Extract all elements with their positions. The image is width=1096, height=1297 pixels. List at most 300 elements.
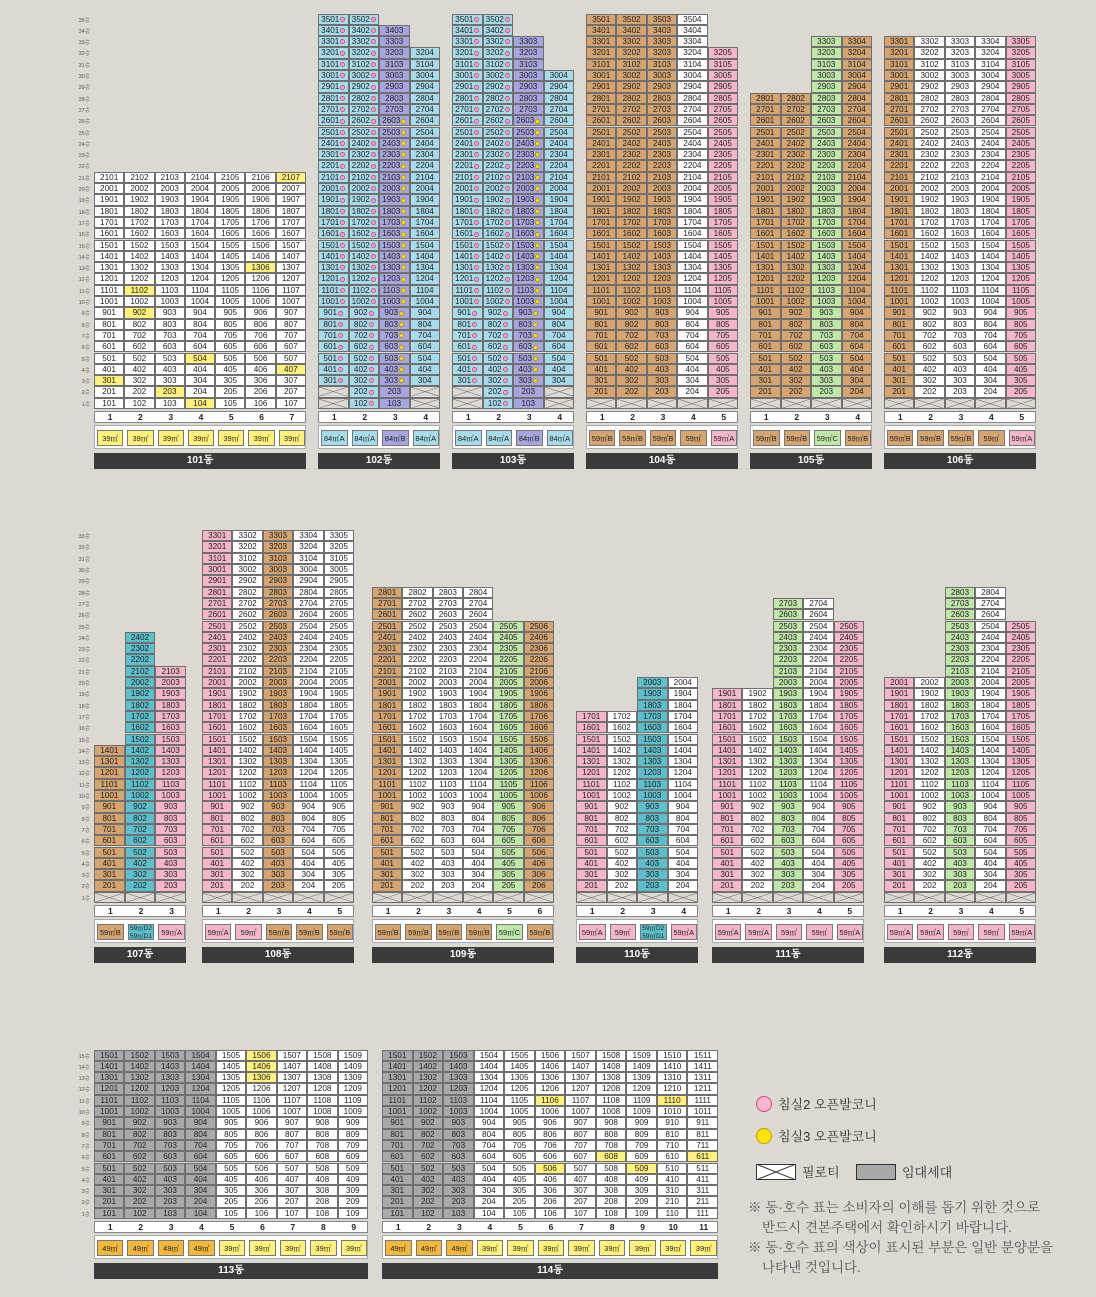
unit-cell[interactable]: 909 [626,1117,657,1128]
unit-cell[interactable]: 1702 [349,217,380,228]
unit-cell[interactable]: 804 [842,319,873,330]
unit-cell[interactable]: 3301 [202,530,232,541]
unit-cell[interactable]: 2202 [616,160,646,171]
unit-cell[interactable]: 401 [712,858,742,869]
unit-cell[interactable]: 2001 [586,183,616,194]
unit-cell[interactable]: 2704 [410,104,441,115]
unit-cell[interactable]: 2403 [379,138,410,149]
unit-cell[interactable]: 2201 [452,160,483,171]
unit-cell[interactable]: 1201 [452,273,483,284]
unit-cell[interactable]: 1001 [382,1106,413,1117]
unit-cell[interactable]: 401 [318,364,349,375]
unit-cell[interactable]: 1703 [155,711,186,722]
unit-cell[interactable]: 2604 [975,115,1005,126]
unit-cell[interactable]: 406 [524,858,554,869]
unit-cell[interactable]: 603 [443,1151,474,1162]
unit-cell[interactable]: 1004 [803,790,833,801]
unit-cell[interactable]: 1101 [452,285,483,296]
unit-cell[interactable]: 304 [474,1185,505,1196]
unit-cell[interactable]: 803 [647,319,677,330]
unit-cell[interactable]: 404 [463,858,493,869]
unit-cell[interactable]: 1305 [324,756,354,767]
unit-cell[interactable]: 1404 [410,251,441,262]
unit-cell[interactable]: 1111 [687,1095,718,1106]
unit-cell[interactable]: 2402 [781,138,812,149]
unit-cell[interactable]: 3201 [884,47,914,58]
unit-cell[interactable]: 2604 [803,609,833,620]
unit-cell[interactable]: 702 [124,330,154,341]
unit-cell[interactable]: 1002 [483,296,514,307]
unit-cell[interactable]: 201 [884,386,914,397]
unit-cell[interactable]: 3502 [349,14,380,25]
unit-cell[interactable]: 1704 [803,711,833,722]
unit-cell[interactable]: 1202 [232,767,262,778]
unit-cell[interactable]: 1305 [504,1072,535,1083]
unit-cell[interactable]: 2401 [884,138,914,149]
unit-cell[interactable]: 1501 [202,734,232,745]
unit-cell[interactable]: 702 [914,824,944,835]
unit-cell[interactable]: 2503 [773,621,803,632]
unit-cell[interactable]: 1307 [565,1072,596,1083]
unit-cell[interactable]: 1004 [668,790,699,801]
unit-cell[interactable]: 1403 [155,745,186,756]
unit-cell[interactable]: 2304 [803,643,833,654]
unit-cell[interactable]: 2002 [914,677,944,688]
unit-cell[interactable]: 1403 [945,745,975,756]
unit-cell[interactable]: 2802 [483,93,514,104]
unit-cell[interactable]: 2502 [349,127,380,138]
unit-cell[interactable]: 603 [647,341,677,352]
unit-cell[interactable]: 304 [668,869,699,880]
unit-cell[interactable]: 801 [750,319,781,330]
unit-cell[interactable]: 1205 [1006,767,1036,778]
unit-cell[interactable]: 701 [884,824,914,835]
unit-cell[interactable]: 1102 [616,285,646,296]
unit-cell[interactable]: 1002 [914,296,944,307]
unit-cell[interactable]: 1602 [232,722,262,733]
unit-cell[interactable]: 2604 [293,609,323,620]
unit-cell[interactable]: 110 [657,1208,688,1219]
unit-cell[interactable]: 2401 [202,632,232,643]
unit-cell[interactable]: 503 [379,353,410,364]
unit-cell[interactable]: 1201 [202,767,232,778]
unit-cell[interactable]: 901 [94,1117,124,1128]
unit-cell[interactable]: 1002 [232,790,262,801]
unit-cell[interactable]: 608 [307,1151,337,1162]
unit-cell[interactable]: 1503 [811,240,842,251]
unit-cell[interactable]: 606 [246,1151,276,1162]
unit-cell[interactable]: 1304 [474,1072,505,1083]
unit-cell[interactable]: 305 [216,1185,246,1196]
unit-cell[interactable]: 803 [155,1129,185,1140]
unit-cell[interactable]: 3105 [708,59,738,70]
unit-cell[interactable]: 3202 [232,541,262,552]
unit-cell[interactable]: 1004 [975,790,1005,801]
unit-cell[interactable]: 2802 [232,587,262,598]
unit-cell[interactable]: 1502 [914,240,944,251]
unit-cell[interactable]: 1903 [155,688,186,699]
unit-cell[interactable]: 1606 [245,228,275,239]
unit-cell[interactable]: 2003 [155,183,185,194]
unit-cell[interactable]: 1407 [565,1061,596,1072]
unit-cell[interactable]: 1703 [773,711,803,722]
unit-cell[interactable]: 305 [708,375,738,386]
unit-cell[interactable]: 505 [493,847,523,858]
unit-cell[interactable]: 2303 [773,643,803,654]
unit-cell[interactable]: 1503 [443,1050,474,1061]
unit-cell[interactable]: 404 [668,858,699,869]
unit-cell[interactable]: 308 [307,1185,337,1196]
unit-cell[interactable]: 2501 [586,127,616,138]
unit-cell[interactable]: 1602 [616,228,646,239]
unit-cell[interactable]: 2403 [945,138,975,149]
unit-cell[interactable]: 805 [216,1129,246,1140]
unit-cell[interactable]: 2101 [750,172,781,183]
unit-cell[interactable]: 1101 [884,285,914,296]
unit-cell[interactable]: 1501 [712,734,742,745]
unit-cell[interactable]: 2501 [452,127,483,138]
unit-cell[interactable]: 1202 [616,273,646,284]
unit-cell[interactable]: 1502 [124,240,154,251]
unit-cell[interactable]: 1201 [94,273,124,284]
unit-cell[interactable]: 1204 [474,1083,505,1094]
unit-cell[interactable]: 1904 [975,688,1005,699]
unit-cell[interactable]: 204 [803,880,833,891]
unit-cell[interactable]: 801 [884,813,914,824]
unit-cell[interactable]: 1103 [773,779,803,790]
unit-cell[interactable]: 1004 [293,790,323,801]
unit-cell[interactable]: 1803 [647,206,677,217]
unit-cell[interactable]: 202 [914,386,944,397]
unit-cell[interactable]: 2003 [637,677,668,688]
unit-cell[interactable]: 2905 [708,81,738,92]
unit-cell[interactable] [742,892,772,903]
unit-cell[interactable]: 1103 [945,285,975,296]
unit-cell[interactable]: 1903 [811,194,842,205]
unit-cell[interactable]: 3501 [586,14,616,25]
unit-cell[interactable]: 505 [834,847,864,858]
unit-cell[interactable]: 2701 [318,104,349,115]
unit-cell[interactable]: 1403 [811,251,842,262]
unit-cell[interactable]: 604 [185,1151,215,1162]
unit-cell[interactable]: 1402 [607,745,638,756]
unit-cell[interactable]: 1101 [576,779,607,790]
unit-cell[interactable]: 502 [232,847,262,858]
unit-cell[interactable]: 2103 [945,172,975,183]
unit-cell[interactable] [493,892,523,903]
unit-cell[interactable]: 302 [124,375,154,386]
unit-cell[interactable]: 3005 [324,564,354,575]
unit-cell[interactable] [410,386,441,397]
unit-cell[interactable]: 805 [215,319,245,330]
unit-cell[interactable]: 908 [596,1117,627,1128]
unit-cell[interactable]: 2404 [677,138,707,149]
unit-cell[interactable]: 3003 [513,70,544,81]
unit-cell[interactable]: 105 [504,1208,535,1219]
unit-cell[interactable]: 1002 [781,296,812,307]
unit-cell[interactable]: 403 [945,858,975,869]
unit-cell[interactable]: 1703 [647,217,677,228]
unit-cell[interactable]: 1306 [524,756,554,767]
unit-cell[interactable]: 1001 [452,296,483,307]
unit-cell[interactable]: 1406 [245,251,275,262]
unit-cell[interactable]: 1802 [914,700,944,711]
unit-cell[interactable]: 2201 [586,160,616,171]
unit-cell[interactable]: 2102 [125,666,156,677]
unit-cell[interactable] [975,892,1005,903]
unit-cell[interactable]: 605 [504,1151,535,1162]
unit-cell[interactable]: 803 [945,319,975,330]
unit-cell[interactable]: 1505 [834,734,864,745]
unit-cell[interactable]: 2902 [616,81,646,92]
unit-cell[interactable]: 604 [293,835,323,846]
unit-cell[interactable]: 3304 [677,36,707,47]
unit-cell[interactable]: 1204 [803,767,833,778]
unit-cell[interactable]: 1102 [125,779,156,790]
unit-cell[interactable]: 3003 [945,70,975,81]
unit-cell[interactable]: 1904 [185,194,215,205]
unit-cell[interactable]: 101 [94,398,124,409]
unit-cell[interactable]: 2204 [410,160,441,171]
unit-cell[interactable]: 702 [349,330,380,341]
unit-cell[interactable]: 1505 [1006,240,1036,251]
unit-cell[interactable] [647,398,677,409]
unit-cell[interactable]: 808 [307,1129,337,1140]
unit-cell[interactable]: 906 [246,1117,276,1128]
unit-cell[interactable]: 708 [596,1140,627,1151]
unit-cell[interactable]: 1902 [616,194,646,205]
unit-cell[interactable]: 3302 [616,36,646,47]
unit-cell[interactable]: 2901 [318,81,349,92]
unit-cell[interactable]: 3402 [349,25,380,36]
unit-cell[interactable]: 903 [263,801,293,812]
unit-cell[interactable] [607,892,638,903]
unit-cell[interactable]: 2602 [781,115,812,126]
unit-cell[interactable]: 2202 [349,160,380,171]
unit-cell[interactable]: 1203 [773,767,803,778]
unit-cell[interactable]: 2204 [842,160,873,171]
unit-cell[interactable]: 406 [246,1174,276,1185]
unit-cell[interactable]: 3301 [884,36,914,47]
unit-cell[interactable]: 1903 [379,194,410,205]
unit-cell[interactable]: 1907 [276,194,306,205]
unit-cell[interactable]: 1308 [307,1072,337,1083]
unit-cell[interactable]: 1305 [1006,756,1036,767]
unit-cell[interactable]: 1104 [474,1095,505,1106]
unit-cell[interactable]: 904 [185,1117,215,1128]
unit-cell[interactable]: 303 [155,869,186,880]
unit-cell[interactable]: 2503 [433,621,463,632]
unit-cell[interactable]: 1703 [945,711,975,722]
unit-cell[interactable]: 408 [307,1174,337,1185]
unit-cell[interactable]: 1603 [945,722,975,733]
unit-cell[interactable]: 2604 [544,115,575,126]
unit-cell[interactable]: 401 [372,858,402,869]
unit-cell[interactable]: 1209 [626,1083,657,1094]
unit-cell[interactable]: 2904 [544,81,575,92]
unit-cell[interactable]: 2302 [125,643,156,654]
unit-cell[interactable]: 905 [493,801,523,812]
unit-cell[interactable]: 2603 [945,609,975,620]
unit-cell[interactable]: 2602 [349,115,380,126]
unit-cell[interactable]: 703 [945,330,975,341]
unit-cell[interactable]: 2103 [433,666,463,677]
unit-cell[interactable]: 104 [185,1208,215,1219]
unit-cell[interactable]: 1501 [576,734,607,745]
unit-cell[interactable]: 2201 [750,160,781,171]
unit-cell[interactable]: 1903 [433,688,463,699]
unit-cell[interactable]: 401 [884,364,914,375]
unit-cell[interactable]: 403 [647,364,677,375]
unit-cell[interactable]: 1101 [372,779,402,790]
unit-cell[interactable]: 1304 [410,262,441,273]
unit-cell[interactable]: 501 [884,847,914,858]
unit-cell[interactable]: 2703 [945,598,975,609]
unit-cell[interactable]: 505 [1006,353,1036,364]
unit-cell[interactable]: 1205 [215,273,245,284]
unit-cell[interactable]: 411 [687,1174,718,1185]
unit-cell[interactable]: 503 [155,1163,185,1174]
unit-cell[interactable]: 203 [637,880,668,891]
unit-cell[interactable]: 1604 [975,228,1005,239]
unit-cell[interactable]: 105 [216,1208,246,1219]
unit-cell[interactable]: 1501 [372,734,402,745]
unit-cell[interactable]: 1208 [307,1083,337,1094]
unit-cell[interactable]: 1802 [125,700,156,711]
unit-cell[interactable]: 1101 [586,285,616,296]
unit-cell[interactable]: 1003 [155,790,186,801]
unit-cell[interactable]: 605 [1006,835,1036,846]
unit-cell[interactable]: 2106 [524,666,554,677]
unit-cell[interactable]: 1701 [452,217,483,228]
unit-cell[interactable]: 1706 [245,217,275,228]
unit-cell[interactable]: 1301 [94,262,124,273]
unit-cell[interactable]: 1307 [277,1072,307,1083]
unit-cell[interactable]: 606 [245,341,275,352]
unit-cell[interactable]: 603 [811,341,842,352]
unit-cell[interactable]: 303 [637,869,668,880]
unit-cell[interactable]: 101 [94,1208,124,1219]
unit-cell[interactable]: 2402 [402,632,432,643]
unit-cell[interactable]: 1202 [413,1083,444,1094]
unit-cell[interactable]: 2301 [452,149,483,160]
unit-cell[interactable]: 802 [124,319,154,330]
unit-cell[interactable]: 2104 [842,172,873,183]
unit-cell[interactable]: 403 [155,364,185,375]
unit-cell[interactable]: 2001 [452,183,483,194]
unit-cell[interactable]: 2003 [379,183,410,194]
unit-cell[interactable]: 1805 [493,700,523,711]
unit-cell[interactable]: 809 [626,1129,657,1140]
unit-cell[interactable] [750,398,781,409]
unit-cell[interactable]: 602 [124,341,154,352]
unit-cell[interactable]: 1302 [125,756,156,767]
unit-cell[interactable]: 709 [626,1140,657,1151]
unit-cell[interactable]: 1801 [452,206,483,217]
unit-cell[interactable]: 2304 [842,149,873,160]
unit-cell[interactable]: 1105 [708,285,738,296]
unit-cell[interactable]: 2905 [324,575,354,586]
unit-cell[interactable]: 503 [945,847,975,858]
unit-cell[interactable]: 906 [245,307,275,318]
unit-cell[interactable]: 902 [413,1117,444,1128]
unit-cell[interactable]: 1002 [607,790,638,801]
unit-cell[interactable]: 403 [773,858,803,869]
unit-cell[interactable]: 1006 [535,1106,566,1117]
unit-cell[interactable]: 605 [493,835,523,846]
unit-cell[interactable]: 601 [576,835,607,846]
unit-cell[interactable]: 1201 [372,767,402,778]
unit-cell[interactable]: 1202 [124,1083,154,1094]
unit-cell[interactable]: 1903 [155,194,185,205]
unit-cell[interactable]: 1901 [94,194,124,205]
unit-cell[interactable]: 201 [586,386,616,397]
unit-cell[interactable]: 401 [750,364,781,375]
unit-cell[interactable]: 2505 [1006,621,1036,632]
unit-cell[interactable] [1006,398,1036,409]
unit-cell[interactable]: 1206 [245,273,275,284]
unit-cell[interactable]: 2202 [781,160,812,171]
unit-cell[interactable]: 1304 [975,756,1005,767]
unit-cell[interactable]: 3501 [318,14,349,25]
unit-cell[interactable]: 2501 [202,621,232,632]
unit-cell[interactable]: 1003 [647,296,677,307]
unit-cell[interactable]: 1001 [318,296,349,307]
unit-cell[interactable]: 306 [524,869,554,880]
unit-cell[interactable]: 406 [245,364,275,375]
unit-cell[interactable]: 2603 [513,115,544,126]
unit-cell[interactable]: 302 [413,1185,444,1196]
unit-cell[interactable]: 1505 [1006,734,1036,745]
unit-cell[interactable]: 1803 [433,700,463,711]
unit-cell[interactable]: 2301 [586,149,616,160]
unit-cell[interactable]: 2004 [293,677,323,688]
unit-cell[interactable]: 302 [402,869,432,880]
unit-cell[interactable]: 1101 [750,285,781,296]
unit-cell[interactable]: 1202 [781,273,812,284]
unit-cell[interactable]: 1102 [483,285,514,296]
unit-cell[interactable]: 903 [945,307,975,318]
unit-cell[interactable]: 1302 [124,262,154,273]
unit-cell[interactable]: 1805 [834,700,864,711]
unit-cell[interactable]: 2901 [884,81,914,92]
unit-cell[interactable]: 401 [884,858,914,869]
unit-cell[interactable] [452,386,483,397]
unit-cell[interactable]: 904 [463,801,493,812]
unit-cell[interactable]: 1505 [493,734,523,745]
unit-cell[interactable]: 1105 [493,779,523,790]
unit-cell[interactable]: 201 [94,386,124,397]
unit-cell[interactable]: 407 [565,1174,596,1185]
unit-cell[interactable]: 506 [246,1163,276,1174]
unit-cell[interactable]: 1501 [94,1050,124,1061]
unit-cell[interactable]: 702 [232,824,262,835]
unit-cell[interactable]: 1702 [124,217,154,228]
unit-cell[interactable]: 1103 [155,779,186,790]
unit-cell[interactable] [433,892,463,903]
unit-cell[interactable] [586,398,616,409]
unit-cell[interactable]: 804 [975,319,1005,330]
unit-cell[interactable]: 1901 [884,688,914,699]
unit-cell[interactable]: 209 [626,1196,657,1207]
unit-cell[interactable]: 701 [712,824,742,835]
unit-cell[interactable]: 1204 [185,273,215,284]
unit-cell[interactable]: 1902 [125,688,156,699]
unit-cell[interactable]: 805 [324,813,354,824]
unit-cell[interactable]: 2302 [349,149,380,160]
unit-cell[interactable]: 2902 [349,81,380,92]
unit-cell[interactable]: 2704 [463,598,493,609]
